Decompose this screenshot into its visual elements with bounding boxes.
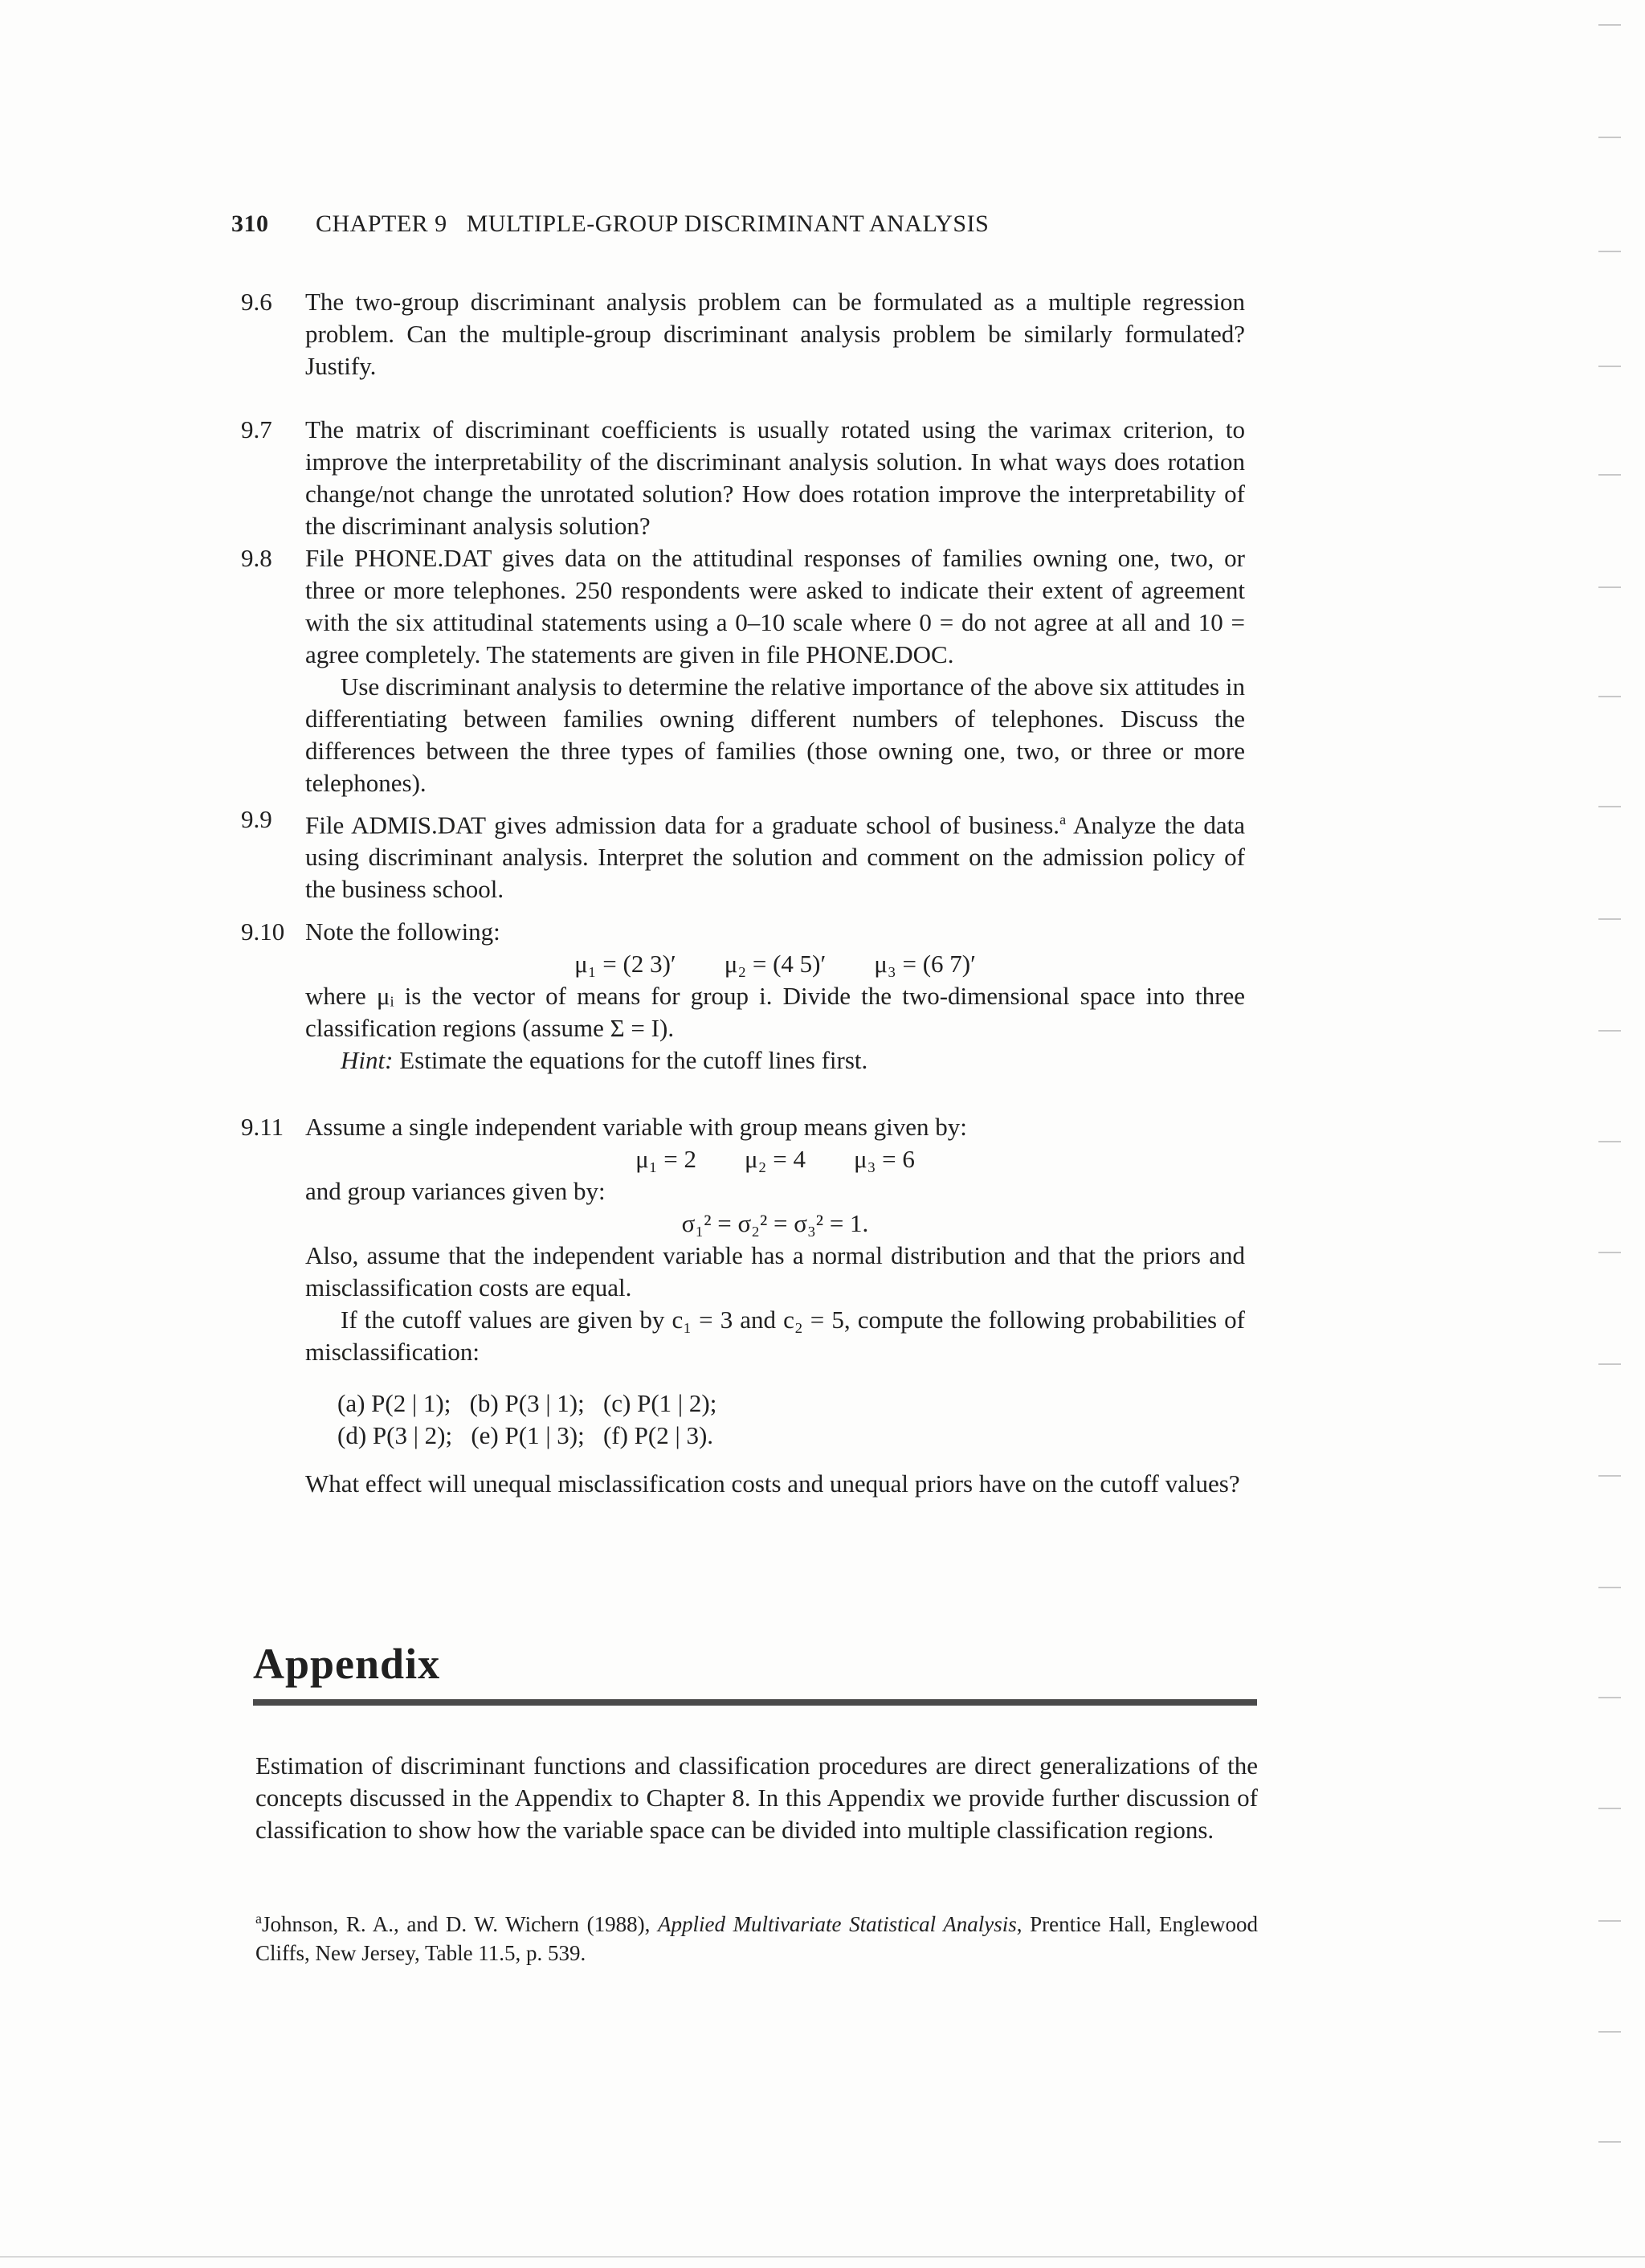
edge-mark — [1598, 918, 1621, 920]
appendix-heading: Appendix — [253, 1640, 441, 1688]
chapter-title: MULTIPLE-GROUP DISCRIMINANT ANALYSIS — [466, 210, 990, 237]
footnote-book-title: Applied Multivariate Statistical Analysis — [657, 1912, 1017, 1936]
problem-9-10 — [241, 916, 1245, 1077]
problem-number: 9.8 — [241, 544, 272, 572]
running-header — [231, 210, 989, 238]
edge-mark — [1598, 1587, 1621, 1588]
group-means — [305, 1143, 1245, 1175]
edge-mark — [1598, 1808, 1621, 1809]
edge-mark — [1598, 1363, 1621, 1365]
problem-9-8 — [241, 542, 1245, 799]
edge-mark — [1598, 696, 1621, 697]
problem-text: File PHONE.DAT gives data on the attitudinal responses of families owning one, two, or three or more telephones. 250 respondents were asked to indicate their extent of agreement with the six attitudinal statements using a 0–10 scale where 0 = do not agree at all and 10 = agree completely. The statements are given in file PHONE.DOC. — [305, 544, 1245, 668]
problem-intro: Note the following: — [305, 917, 500, 946]
equation: μ₃ = 6 — [853, 1145, 915, 1173]
footnote-ref: a — [1059, 811, 1067, 828]
problem-text — [305, 803, 1245, 905]
edge-mark — [1598, 1030, 1621, 1032]
problem-intro: Assume a single independent variable with group means given by: — [305, 1113, 967, 1141]
page-number: 310 — [231, 210, 269, 237]
problem-9-7 — [241, 414, 1245, 542]
problem-9-11 — [241, 1111, 1245, 1500]
edge-mark — [1598, 366, 1621, 367]
group-variances: σ₁² = σ₂² = σ₃² = 1. — [681, 1209, 869, 1237]
problem-text-part: File ADMIS.DAT gives admission data for a graduate school of business. — [305, 811, 1060, 840]
scan-edge — [0, 2256, 1645, 2258]
heading-rule — [253, 1699, 1257, 1706]
problem-text: If the cutoff values are given by c₁ = 3 and c₂ = 5, compute the following probabilities of misclassification: — [305, 1306, 1245, 1366]
problem-number: 9.10 — [241, 917, 285, 946]
appendix-text — [255, 1750, 1258, 1846]
edge-mark — [1598, 137, 1621, 138]
problem-text: The two-group discriminant analysis problem can be formulated as a multiple regression problem. Can the multiple-group discriminant analysis problem be similarly formulated? Justify. — [305, 288, 1245, 380]
problem-text: The matrix of discriminant coefficients is usually rotated using the varimax criterion, to improve the interpretability of the discriminant analysis solution. In what ways does rotation change/not change the unrotated solution? How does rotation improve the interpretability of the discriminant analysis solution? — [305, 415, 1245, 540]
edge-mark — [1598, 251, 1621, 252]
appendix-paragraph: Estimation of discriminant functions and classification procedures are direct generalizations of the concepts discussed in the Appendix to Chapter 8. In this Appendix we provide further discussion of classification to show how the variable space can be divided into multiple classification regions. — [255, 1751, 1258, 1844]
edge-mark — [1598, 2141, 1621, 2143]
problem-number: 9.11 — [241, 1113, 284, 1141]
hint-text: Estimate the equations for the cutoff lines first. — [393, 1046, 868, 1074]
problem-text: Use discriminant analysis to determine the relative importance of the above six attitudes in differentiating between families owning different numbers of telephones. Discuss the differences between the three types of families (those owning one, two, or three or more telephones). — [305, 672, 1245, 797]
equation: μ₂ = 4 — [745, 1145, 806, 1173]
problem-9-9 — [241, 803, 1245, 905]
edge-mark — [1598, 1475, 1621, 1477]
footnote-rest: , Prentice Hall, Englewood Cliffs, New Jersey, Table 11.5, p. 539. — [255, 1912, 1259, 1965]
probability-row: (a) P(2 | 1); (b) P(3 | 1); (c) P(1 | 2); — [337, 1389, 717, 1417]
footnote — [255, 1904, 1258, 1968]
equation: μ₃ = (6 7)′ — [874, 950, 976, 978]
edge-mark — [1598, 586, 1621, 588]
problem-9-6 — [241, 286, 1245, 382]
problem-number: 9.9 — [241, 805, 272, 833]
problem-number: 9.7 — [241, 415, 272, 443]
edge-mark — [1598, 1697, 1621, 1698]
hint-label: Hint: — [341, 1046, 394, 1074]
edge-mark — [1598, 1141, 1621, 1142]
probability-row: (d) P(3 | 2); (e) P(1 | 3); (f) P(2 | 3). — [337, 1421, 714, 1449]
probability-list — [337, 1387, 1245, 1452]
edge-mark — [1598, 24, 1621, 26]
edge-mark — [1598, 806, 1621, 807]
equation: μ₁ = (2 3)′ — [574, 950, 676, 978]
problem-text: and group variances given by: — [305, 1177, 606, 1205]
edge-mark — [1598, 2031, 1621, 2033]
equation: μ₁ = 2 — [635, 1145, 697, 1173]
footnote-authors: Johnson, R. A., and D. W. Wichern (1988), — [262, 1912, 658, 1936]
edge-mark — [1598, 1920, 1621, 1922]
problem-text: What effect will unequal misclassification costs and unequal priors have on the cutoff values? — [305, 1469, 1240, 1498]
hint — [305, 1044, 1245, 1077]
equation: μ₂ = (4 5)′ — [724, 950, 827, 978]
mean-vectors — [305, 948, 1245, 980]
problem-text-part: Analyze the data using discriminant analysis. Interpret the solution and comment on the admission policy of the business school. — [305, 811, 1245, 904]
problem-text: Also, assume that the independent variable has a normal distribution and that the priors and misclassification costs are equal. — [305, 1241, 1245, 1302]
chapter-label: CHAPTER 9 — [316, 210, 447, 237]
problem-text: where μᵢ is the vector of means for group i. Divide the two-dimensional space into three classification regions (assume Σ = I). — [305, 982, 1245, 1042]
problem-number: 9.6 — [241, 288, 272, 316]
edge-mark — [1598, 474, 1621, 476]
edge-mark — [1598, 1252, 1621, 1253]
footnote-mark: a — [255, 1910, 262, 1927]
